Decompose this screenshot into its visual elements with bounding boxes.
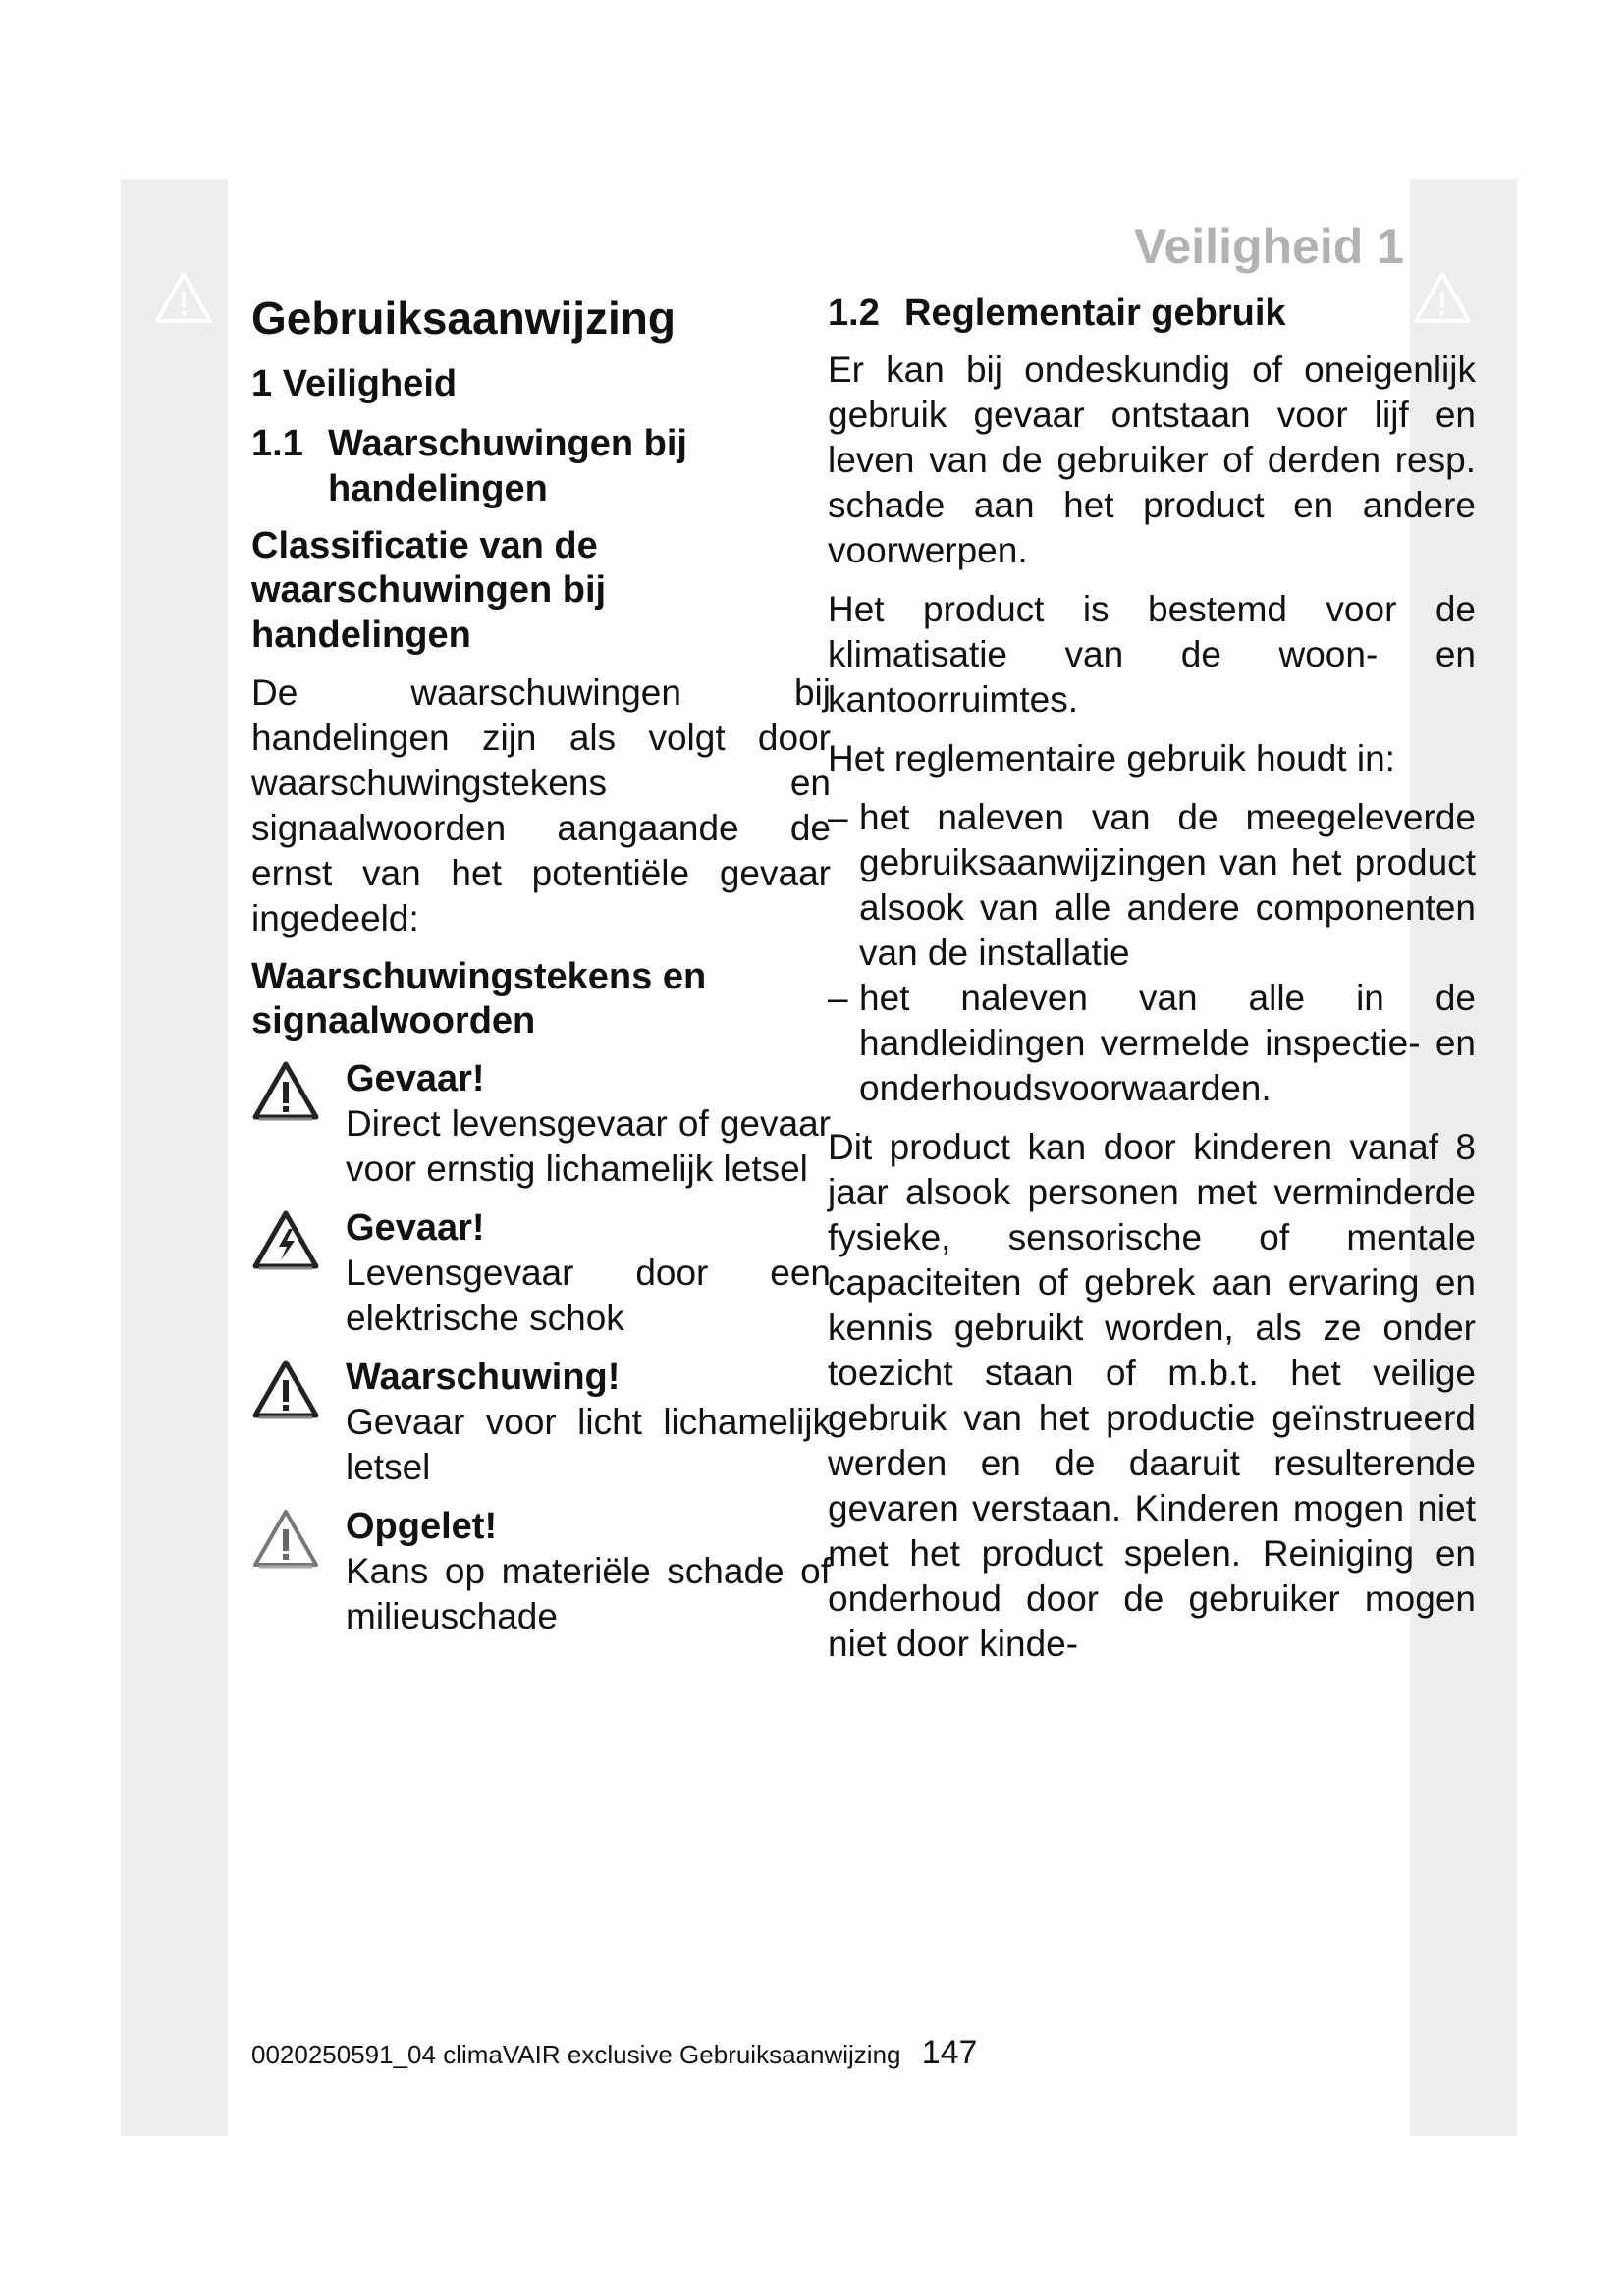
section-number: 1 (251, 362, 273, 404)
warning-entry (251, 1056, 831, 1192)
warning-text: Direct levensgevaar of gevaar voor ernstig lichamelijk letsel (346, 1102, 831, 1189)
warning-entry (251, 1504, 831, 1639)
document-id: 0020250591_04 (251, 2040, 436, 2069)
intended-use-paragraph: Het reglementaire gebruik houdt in: (828, 738, 1395, 779)
page-number: 147 (921, 2034, 978, 2071)
margin-warning-icon (153, 270, 214, 325)
running-header: Veiligheid 1 (1133, 219, 1404, 274)
section-title: Veiligheid (282, 362, 458, 404)
signs-heading: Waarschuwingstekens en signaalwoorden (251, 955, 707, 1042)
warning-title: Waarschuwing! (346, 1356, 621, 1398)
warning-text: Gevaar voor licht lichamelijk letsel (346, 1401, 831, 1487)
caution-triangle-icon (251, 1508, 320, 1571)
classification-heading: Classificatie van de waarschuwingen bij handelingen (251, 524, 607, 656)
warning-title: Gevaar! (346, 1206, 485, 1249)
subsection-title: Waarschuwingen bij handelingen (328, 423, 687, 510)
subsection-title: Reglementair gebruik (904, 293, 1286, 334)
electric-shock-triangle-icon (251, 1209, 320, 1272)
document-type: Gebruiksaanwijzing (679, 2040, 901, 2069)
subsection-number: 1.1 (251, 423, 303, 464)
left-margin-strip (121, 179, 228, 2136)
warning-text: Levensgevaar door een elektrische schok (346, 1252, 831, 1338)
list-item-text: het naleven van de meegeleverde gebruiksaanwijzingen van het product alsook van alle andere componenten van de installatie (859, 797, 1476, 974)
left-column (251, 291, 831, 1653)
product-name: climaVAIR exclusive (443, 2040, 673, 2069)
warning-entry (251, 1355, 831, 1490)
intended-use-paragraph: Het product is bestemd voor de klimatisatie van de woon- en kantoorruimtes. (828, 589, 1476, 721)
right-column (828, 291, 1476, 1681)
subsection-number: 1.2 (828, 293, 880, 334)
list-item-text: het naleven van alle in de handleidingen vermelde inspectie- en onderhoudsvoorwaarden. (859, 978, 1476, 1109)
danger-triangle-icon (251, 1060, 320, 1123)
page-footer (251, 2034, 977, 2072)
subsection-heading (828, 291, 1476, 336)
warning-entry (251, 1205, 831, 1341)
classification-text: De waarschuwingen bij handelingen zijn als volgt door waarschuwingstekens en signaalwoorden aangaande de ernst van het potentiële gevaar ingedeeld: (251, 671, 831, 938)
intended-use-list (828, 795, 1476, 1111)
list-item: – het naleven van alle in de handleidingen vermelde inspectie- en onderhoudsvoorwaarden. (828, 976, 1476, 1111)
warning-title: Gevaar! (346, 1057, 485, 1099)
warning-triangle-icon (251, 1359, 320, 1421)
subsection-heading (251, 421, 831, 512)
warning-title: Opgelet! (346, 1505, 498, 1547)
list-item: – het naleven van de meegeleverde gebruiksaanwijzingen van het product alsook van alle andere componenten van de installatie (828, 795, 1476, 976)
warning-text: Kans op materiële schade of milieuschade (346, 1550, 831, 1636)
intended-use-paragraph: Er kan bij ondeskundig of oneigenlijk gebruik gevaar ontstaan voor lijf en leven van de gebruiker of derden resp. schade aan het product en andere voorwerpen. (828, 349, 1476, 571)
document-title: Gebruiksaanwijzing (251, 293, 676, 344)
children-use-paragraph: Dit product kan door kinderen vanaf 8 jaar alsook personen met verminderde fysieke, sensorische of mentale capaciteiten of gebrek aan ervaring en kennis gebruikt worden, als ze onder toezicht staan of m.b.t. het veilige gebruik van het productie geïnstrueerd werden en de daaruit resulterende gevaren verstaan. Kinderen mogen niet met het product spelen. Reiniging en onderhoud door de gebruiker mogen niet door kinde- (828, 1127, 1476, 1665)
section-heading (251, 361, 831, 408)
